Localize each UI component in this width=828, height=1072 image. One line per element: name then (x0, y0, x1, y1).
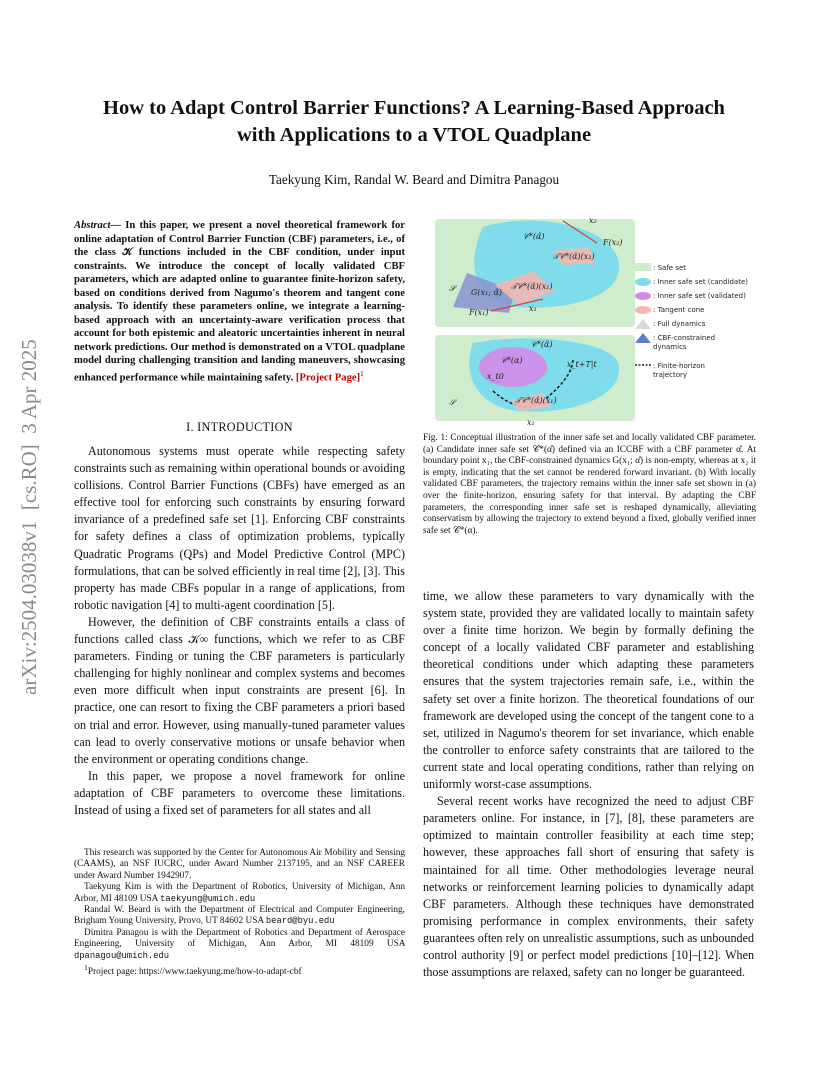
email-panagou[interactable]: dpanagou@umich.edu (74, 950, 170, 961)
project-page-link[interactable]: [Project Page] (295, 372, 361, 384)
footnote-project-page: $^1$Project page: https://www.taekyung.me/how-to-adapt-cbf (84, 963, 302, 978)
legend-swatch-validated (635, 292, 651, 300)
project-footnote-mark: 1 (360, 370, 364, 379)
legend-swatch-candidate (635, 278, 651, 286)
legend-label-4: : Full dynamics (653, 320, 706, 328)
left-column-body (74, 443, 405, 819)
label-x1-a: x₁ (529, 304, 537, 313)
arxiv-identifier-stamp (8, 290, 48, 700)
right-column-body (423, 588, 754, 981)
legend-label-8: trajectory (653, 371, 688, 379)
paper-title (60, 95, 768, 149)
label-T-b: 𝒯𝒞*(α̂)(x₁) (515, 396, 557, 405)
section-heading-introduction: I. INTRODUCTION (186, 420, 293, 434)
intro-paragraph-continued: time, we allow these parameters to vary dynamically with the system state, provided they are validated locally to maintain safety over a finite time horizon. We begin by formally defining the concept of a locally validated CBF parameter and establishing theoretical conditions under which adapting these parameters ensures that the system trajectories remain safe, i.e., within the safety set over a finite horizon. The theoretical foundations of our framework are developed using the concept of the tangent cone to a set, utilized in Nagumo's theorem for set invariance, which enable the controller to enforce safety constraints that are tailored to the current state and local operating conditions, rather than relying on uniformly worst-case assumptions. (423, 589, 754, 792)
abstract-text: — In this paper, we present a novel theoretical framework for online adaptation of Control Barrier Function (CBF) parameters, i.e., of the class 𝒦 functions included in the CBF condition, under input constraints. We introduce the concept of locally validated CBF parameters, which are adapted online to guarantee finite-horizon safety, based on conditions derived from Nagumo's theorem and tangent cone analysis. To identify these parameters online, we integrate a learning-based approach with an uncertainty-aware verification process that account for both epistemic and aleatoric uncertainties inherent in neural network predictions. Our method is demonstrated on a VTOL quadplane model during challenging transition and landing maneuvers, showcasing enhanced performance while maintaining safety. (74, 220, 405, 384)
label-x1-b: x₁ (527, 418, 535, 427)
figure-1-caption: Fig. 1: Conceptual illustration of the inner safe set and locally validated CBF parameter. (a) Candidate inner safe set 𝒞*(α̂) defined via an ICCBF with a CBF parameter α̂. At boundary point x₁, the CBF-constrained dynamics G(x₁; α̂) is non-empty, whereas at x₂ it is empty, indicating that the set cannot be rendered forward invariant. (b) With locally validated CBF parameters, the trajectory remains within the inner safe set shown in (a) over the finite-horizon, ensuring safety for that interval. By adapting the CBF parameters, the corresponding inner safe set is reshaped dynamically, alleviating conservatism by allowing the trajectory to extend beyond a fixed, globally verified inner safe set 𝒞*(α). (423, 433, 756, 536)
validated-inner-set-b (479, 347, 547, 387)
email-beard[interactable]: beard@byu.edu (265, 916, 335, 927)
label-G-x1: G(x₁; α̂) (471, 288, 502, 297)
email-kim[interactable]: taekyung@umich.edu (160, 893, 256, 904)
label-c-alpha: 𝒞*(α) (501, 356, 523, 365)
figure-1 (423, 215, 756, 427)
figure-1-diagram (423, 215, 756, 427)
footnote-kim: Taekyung Kim is with the Department of Robotics, University of Michigan, Ann Arbor, MI 48109 USA taekyung@umich.edu (74, 882, 405, 904)
label-F-x1: F(x₁) (469, 308, 489, 317)
intro-paragraph-2: However, the definition of CBF constraints entails a class of functions called class 𝒦∞ functions, which we refer to as CBF parameters. Finding or tuning the CBF parameters is particularly challenging for highly nonlinear and complex systems and becomes even more difficult when input constraints are present [6]. In practice, one can resort to fixing the CBF parameters a priori based on trial and error. However, using manually-tuned parameter values can lead to overly conservative motions or unsafe behavior when the environment or operating conditions change. (74, 614, 405, 766)
label-S-b: 𝒮 (449, 398, 456, 407)
legend-swatch-cbf-constrained (635, 333, 651, 343)
label-xtT: x_t+T|t (567, 360, 597, 369)
abstract-label: Abstract (74, 220, 111, 231)
label-F-x2: F(x₂) (603, 238, 623, 247)
legend-swatch-safe-set (635, 263, 651, 271)
title-line-1: How to Adapt Control Barrier Functions? A Learning-Based Approach (103, 97, 725, 119)
legend-label-3: : Tangent cone (653, 306, 705, 314)
figure-legend (635, 263, 748, 379)
label-T-x1: 𝒯𝒞*(α̂)(x₁) (511, 282, 553, 291)
legend-label-2: : Inner safe set (validated) (653, 292, 746, 300)
footnote-panagou: Dimitra Panagou is with the Department of Robotics and Department of Aerospace Engineering, University of Michigan, Ann Arbor, MI 48109 USA dpanagou@umich.edu (74, 927, 405, 961)
abstract (74, 219, 405, 385)
label-c-alpha-hat-a: 𝒞*(α̂) (523, 232, 545, 241)
label-xt0: x_t0 (487, 372, 504, 381)
label-S-a: 𝒮 (449, 284, 456, 293)
legend-label-6: dynamics (653, 343, 687, 351)
intro-paragraph-1: Autonomous systems must operate while respecting safety constraints such as remaining within operational bounds or avoiding collisions. Control Barrier Functions (CBFs) have emerged as an effective tool for enforcing such constraints by ensuring forward invariance of a predefined safe set [1]. Enforcing CBF constraints for safety defines a class of optimization problems, typically Quadratic Programs (QPs) and Model Predictive Control (MPC) formulations, that can be solved efficiently in real time [2], [3]. This property has made CBFs popular in a range of applications, from robotic navigation [4] to multi-agent coordination [5]. (74, 444, 405, 612)
legend-swatch-tangent-cone (635, 306, 651, 314)
label-T-x2: 𝒯𝒞*(α̂)(x₂) (553, 252, 595, 261)
footnote-funding: This research was supported by the Center for Autonomous Air Mobility and Sensing (CAAMS), an NSF IUCRC, under Award Number 2137195, and an NSF CAREER under Award Number 1942907. (74, 848, 405, 881)
footnote-beard: Randal W. Beard is with the Department of Electrical and Computer Engineering, Brigham Young University, Provo, UT 84602 USA beard@byu.edu (74, 905, 405, 927)
label-c-alpha-hat-b: 𝒞*(α̂) (531, 340, 553, 349)
label-x2: x₂ (589, 216, 597, 225)
legend-swatch-full-dynamics (635, 319, 651, 329)
arxiv-identifier-text: arXiv:2504.03038v1 [cs.RO] 3 Apr 2025 (17, 339, 41, 695)
paper-authors: Taekyung Kim, Randal W. Beard and Dimitra Panagou (268, 172, 560, 187)
legend-label-7: : Finite-horizon (653, 362, 705, 370)
legend-label-0: : Safe set (653, 264, 687, 272)
legend-label-5: : CBF-constrained (653, 334, 716, 342)
intro-paragraph-3: In this paper, we propose a novel framework for online adaptation of CBF parameters to overcome these limitations. Instead of using a fixed set of parameters for all states and all (74, 768, 405, 817)
intro-paragraph-related-work: Several recent works have recognized the need to adjust CBF parameters online. For instance, in [7], [8], these parameters are optimized to maintain controller feasibility at each time step; however, these approaches fall short of ensuring that safety is maintained for all time. Other methodologies leverage neural networks or reinforcement learning policies to dynamically adapt CBF parameters. Although these techniques have demonstrated promising performance in complex environments, their safety guarantees often rely on unrealistic assumptions, such as unbounded control authority [9] or perfect model predictions [10]–[12]. When those assumptions are relaxed, safety can no longer be guaranteed. (423, 794, 754, 980)
title-line-2: with Applications to a VTOL Quadplane (236, 124, 592, 146)
legend-label-1: : Inner safe set (candidate) (653, 278, 748, 286)
footnotes (74, 848, 405, 979)
